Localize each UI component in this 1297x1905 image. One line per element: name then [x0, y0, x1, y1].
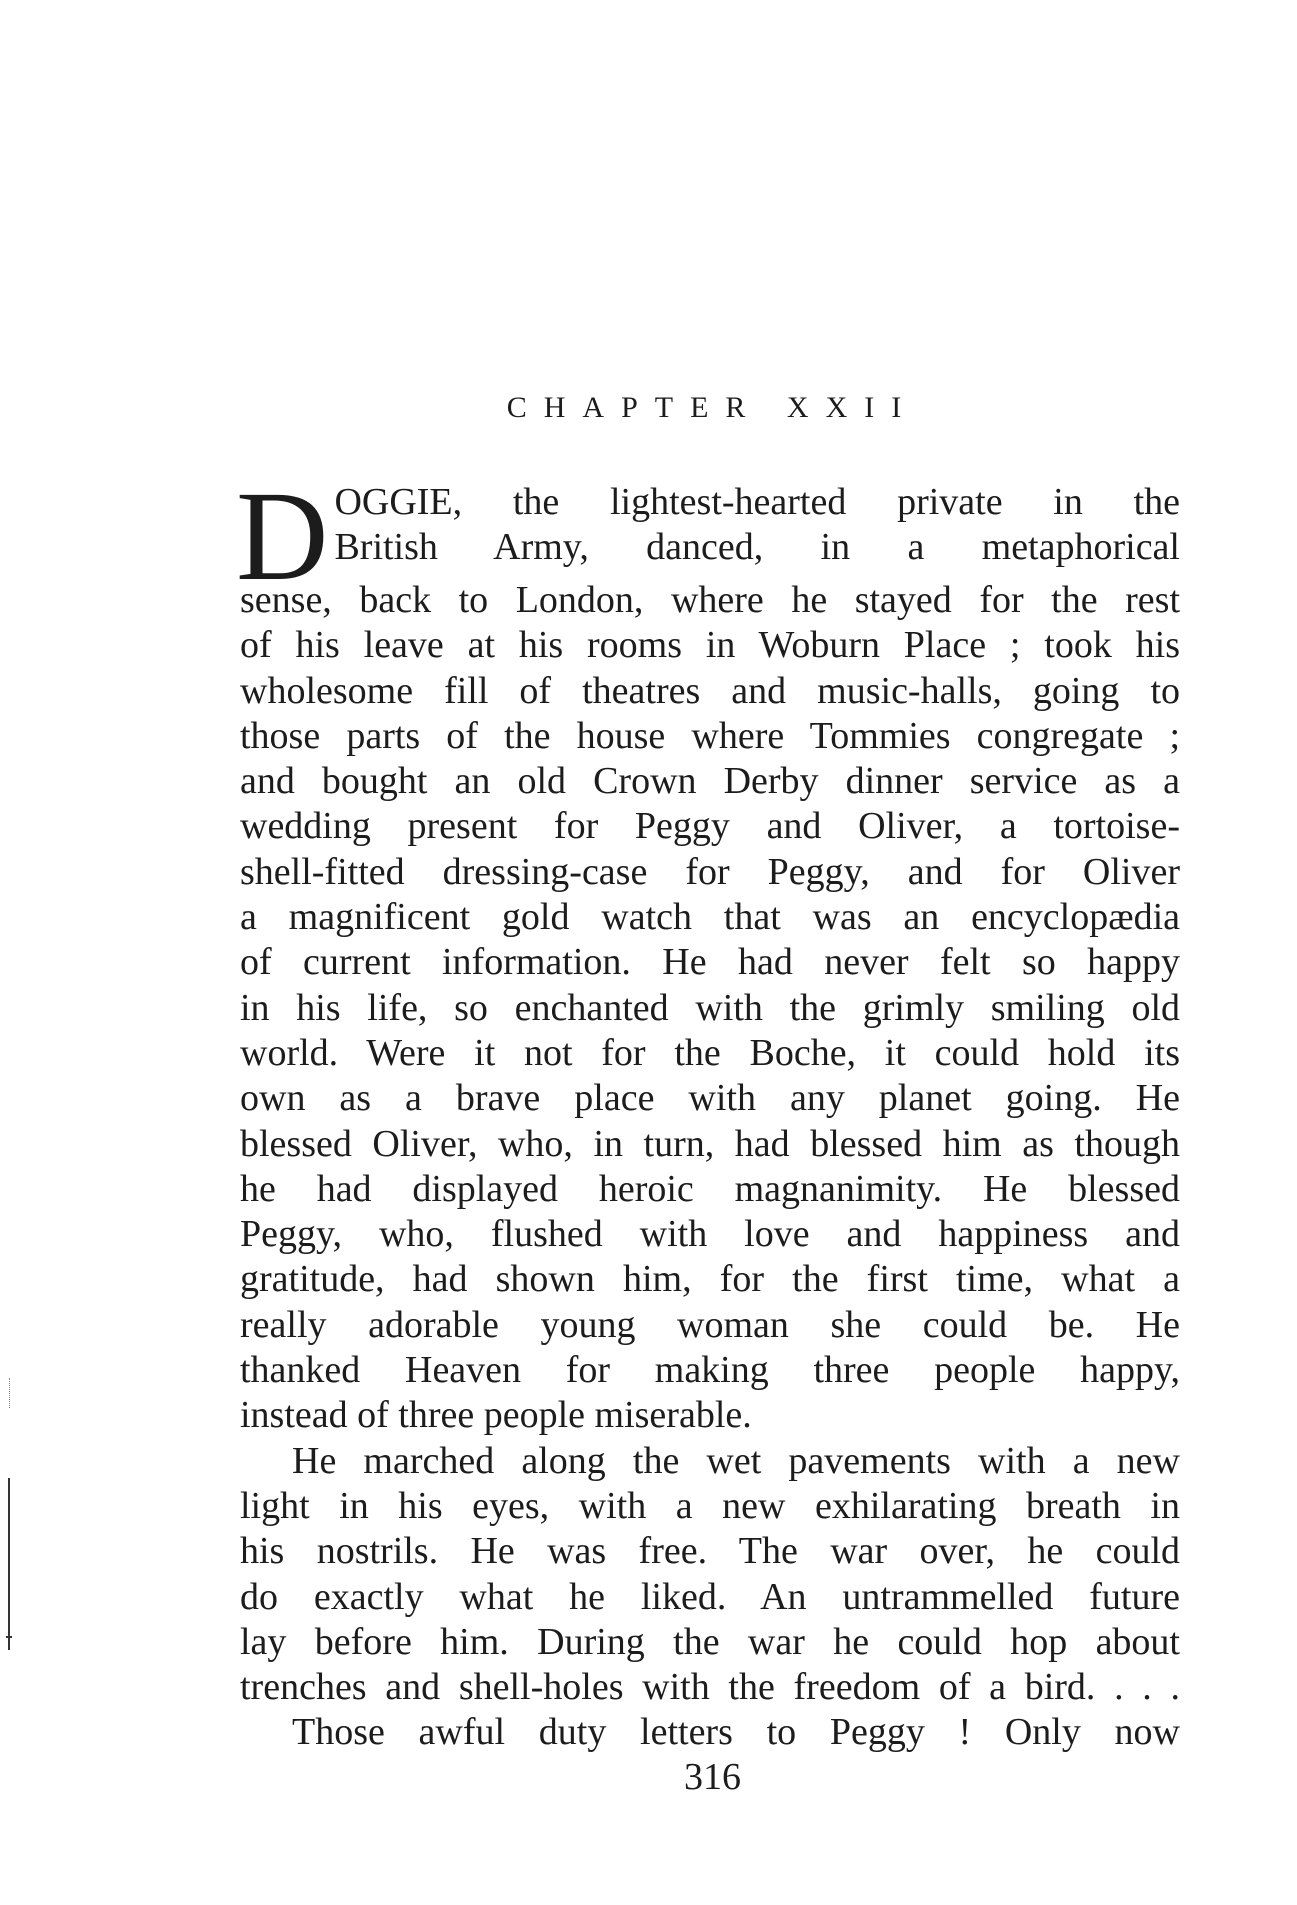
- text-line: and bought an old Crown Derby dinner service as a: [240, 760, 1180, 803]
- margin-mark: [9, 1378, 11, 1408]
- chapter-heading: CHAPTER XXII: [506, 391, 919, 424]
- text-line: own as a brave place with any planet going. He: [240, 1077, 1180, 1120]
- paragraph: [236, 465, 1180, 1439]
- text-line: wedding present for Peggy and Oliver, a tortoise-: [240, 805, 1180, 848]
- margin-tick: [6, 1636, 12, 1638]
- text-line: Peggy, who, flushed with love and happiness and: [240, 1213, 1180, 1256]
- text-line: gratitude, had shown him, for the first time, what a: [240, 1258, 1180, 1301]
- text-line: British Army, danced, in a metaphorical: [334, 526, 1180, 569]
- text-line: wholesome fill of theatres and music-halls, going to: [240, 669, 1180, 712]
- text-line: OGGIE, the lightest-hearted private in the: [334, 481, 1180, 523]
- margin-rule: [8, 1478, 10, 1650]
- text-line: shell-fitted dressing-case for Peggy, and for Oliver: [240, 850, 1180, 893]
- text-line: really adorable young woman she could be. He: [240, 1303, 1180, 1346]
- paragraph: [240, 1710, 1180, 1755]
- text-line: a magnificent gold watch that was an encyclopædia: [240, 896, 1180, 939]
- text-line: world. Were it not for the Boche, it could hold its: [240, 1031, 1180, 1074]
- text-line: do exactly what he liked. An untrammelled future: [240, 1575, 1180, 1618]
- text-line: trenches and shell-holes with the freedom of a bird. . . .: [240, 1666, 1180, 1709]
- text-line: of his leave at his rooms in Woburn Place ; took his: [240, 624, 1180, 667]
- text-line: sense, back to London, where he stayed for the rest: [240, 579, 1180, 621]
- text-line: thanked Heaven for making three people happy,: [240, 1349, 1180, 1392]
- text-line: Those awful duty letters to Peggy ! Only now: [292, 1711, 1180, 1754]
- text-line: of current information. He had never felt so happy: [240, 941, 1180, 984]
- text-line: lay before him. During the war he could hop about: [240, 1620, 1180, 1663]
- text-line: his nostrils. He was free. The war over, he could: [240, 1530, 1180, 1573]
- text-line: he had displayed heroic magnanimity. He blessed: [240, 1167, 1180, 1210]
- text-line: blessed Oliver, who, in turn, had blessed him as though: [240, 1122, 1180, 1165]
- paragraph: [240, 1439, 1180, 1711]
- page-number: 316: [684, 1756, 741, 1798]
- text-line: in his life, so enchanted with the grimly smiling old: [240, 986, 1180, 1029]
- drop-cap: D: [236, 465, 329, 607]
- text-line: those parts of the house where Tommies congregate ;: [240, 714, 1180, 757]
- text-line: He marched along the wet pavements with a new: [292, 1439, 1180, 1482]
- text-line: light in his eyes, with a new exhilarating breath in: [240, 1484, 1180, 1527]
- text-line: instead of three people miserable.: [240, 1394, 752, 1437]
- body-text: [236, 465, 1180, 1756]
